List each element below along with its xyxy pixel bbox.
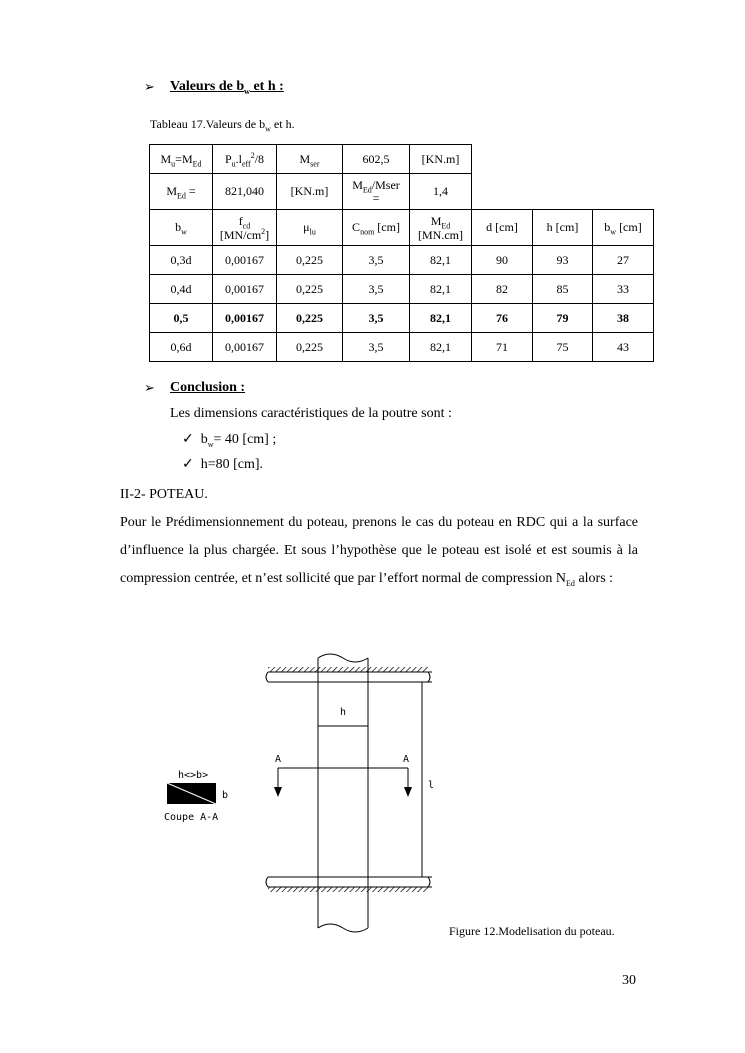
- conclusion-item-h: [182, 456, 263, 473]
- conclusion-title: Conclusion :: [170, 380, 246, 395]
- table-row-selected: [150, 304, 654, 333]
- table-header-cell: $M_{Ed}$ [MN.cm]: [410, 210, 472, 246]
- figure-label-l: l: [428, 780, 435, 791]
- table-cell: 33: [593, 275, 654, 304]
- table-cell: $M_u=M_{Ed}$: [150, 145, 213, 174]
- table-header-cell: h [cm]: [533, 210, 593, 246]
- figure-label-b: b: [222, 790, 229, 801]
- table-cell: 27: [593, 246, 654, 275]
- table-header-cell: d [cm]: [472, 210, 533, 246]
- table-cell: 76: [472, 304, 533, 333]
- table-cell-empty: [472, 174, 654, 210]
- paragraph-text: Pour le Prédimensionnement du poteau, prenons le cas du poteau en RDC qui a la surface d’influence la plus chargée. Et sous l’hypothèse que le poteau est isolé et est soumis à la compression centrée, et n’est sollicité que par l’effort normal de compression N: [120, 515, 638, 586]
- table-cell: 93: [533, 246, 593, 275]
- poteau-paragraph: [120, 509, 638, 593]
- table-cell: 0,225: [277, 246, 343, 275]
- table-cell: $P_u.l_{eff}^2/8$: [213, 145, 277, 174]
- table-cell: [KN.m]: [277, 174, 343, 210]
- table-cell: 1,4: [410, 174, 472, 210]
- figure-label-a-left: A: [275, 754, 282, 765]
- figure-caption: Figure 12.Modelisation du poteau.: [449, 924, 615, 938]
- table-cell: 821,040: [213, 174, 277, 210]
- table-cell: $M_{ser}$: [277, 145, 343, 174]
- values-table: [149, 144, 654, 362]
- table-header-row: [150, 210, 654, 246]
- table-header-cell: $b_w$: [150, 210, 213, 246]
- table-caption: [150, 117, 295, 132]
- table-cell: [KN.m]: [410, 145, 472, 174]
- conclusion-intro: Les dimensions caractéristiques de la poutre sont :: [170, 406, 452, 421]
- table-cell: 82,1: [410, 246, 472, 275]
- table-cell: 0,4d: [150, 275, 213, 304]
- table-cell: 82,1: [410, 275, 472, 304]
- table-cell: 90: [472, 246, 533, 275]
- table-row: [150, 275, 654, 304]
- table-row: [150, 246, 654, 275]
- figure-label-hb: h<>b>: [178, 770, 209, 781]
- bullet-arrow-icon: ➢: [144, 79, 155, 94]
- table-header-cell: $C_{nom}$ [cm]: [343, 210, 410, 246]
- table-cell: 82: [472, 275, 533, 304]
- table-cell: $M_{Ed}$ =: [150, 174, 213, 210]
- item-sub: w: [207, 439, 214, 449]
- table-caption-rest: et h.: [270, 117, 295, 131]
- top-beam: [266, 667, 432, 682]
- table-cell: 0,6d: [150, 333, 213, 362]
- item-text: h=80 [cm].: [200, 457, 264, 472]
- section-title-bw-h: [170, 79, 284, 95]
- table-cell: 71: [472, 333, 533, 362]
- table-cell: 38: [593, 304, 654, 333]
- table-cell: 0,00167: [213, 304, 277, 333]
- table-cell: 3,5: [343, 246, 410, 275]
- table-cell: 82,1: [410, 304, 472, 333]
- item-text: = 40 [cm] ;: [213, 432, 277, 447]
- table-cell: $M_{Ed}$/Mser =: [343, 174, 410, 210]
- bullet-arrow-icon: ➢: [144, 380, 155, 395]
- table-cell: 0,225: [277, 304, 343, 333]
- table-cell: 82,1: [410, 333, 472, 362]
- figure-label-coupe: Coupe A-A: [164, 812, 219, 823]
- cross-section-detail: [167, 783, 216, 804]
- table-cell: 3,5: [343, 275, 410, 304]
- table-cell: 43: [593, 333, 654, 362]
- table-cell: 0,00167: [213, 275, 277, 304]
- paragraph-text: alors :: [574, 571, 614, 586]
- table-cell: 0,00167: [213, 246, 277, 275]
- table-cell: 0,225: [277, 333, 343, 362]
- table-cell: 79: [533, 304, 593, 333]
- section-heading-poteau: II-2- POTEAU.: [120, 487, 208, 502]
- table-cell: 3,5: [343, 333, 410, 362]
- section-title-sub: w: [244, 86, 250, 96]
- table-header-cell: $f_{cd}$ $[MN/cm^2]$: [213, 210, 277, 246]
- table-row: [150, 174, 654, 210]
- section-title-main: Valeurs de b: [170, 79, 245, 94]
- conclusion-item-bw: [182, 431, 276, 448]
- item-text: b: [200, 432, 208, 447]
- section-title-rest: et h :: [249, 79, 284, 94]
- table-cell: 0,3d: [150, 246, 213, 275]
- table-cell: 0,00167: [213, 333, 277, 362]
- table-cell: 75: [533, 333, 593, 362]
- table-cell: 0,5: [150, 304, 213, 333]
- check-icon: ✓: [182, 432, 194, 447]
- check-icon: ✓: [182, 457, 194, 472]
- table-row: [150, 145, 654, 174]
- table-caption-main: Tableau 17.Valeurs de b: [150, 117, 266, 131]
- table-cell: 85: [533, 275, 593, 304]
- column-figure: [150, 650, 450, 935]
- table-cell: 602,5: [343, 145, 410, 174]
- figure-label-h: h: [340, 707, 347, 718]
- table-header-cell: $b_w$ [cm]: [593, 210, 654, 246]
- table-row: [150, 333, 654, 362]
- table-caption-sub: w: [265, 124, 271, 134]
- table-cell: 3,5: [343, 304, 410, 333]
- table-cell-empty: [472, 145, 654, 174]
- paragraph-sub: Ed: [566, 578, 575, 588]
- page-number: 30: [622, 973, 636, 988]
- section-line-a-a: [274, 768, 412, 797]
- bottom-beam: [266, 877, 432, 892]
- table-cell: 0,225: [277, 275, 343, 304]
- table-header-cell: $\mu_{lu}$: [277, 210, 343, 246]
- figure-label-a-right: A: [403, 754, 410, 765]
